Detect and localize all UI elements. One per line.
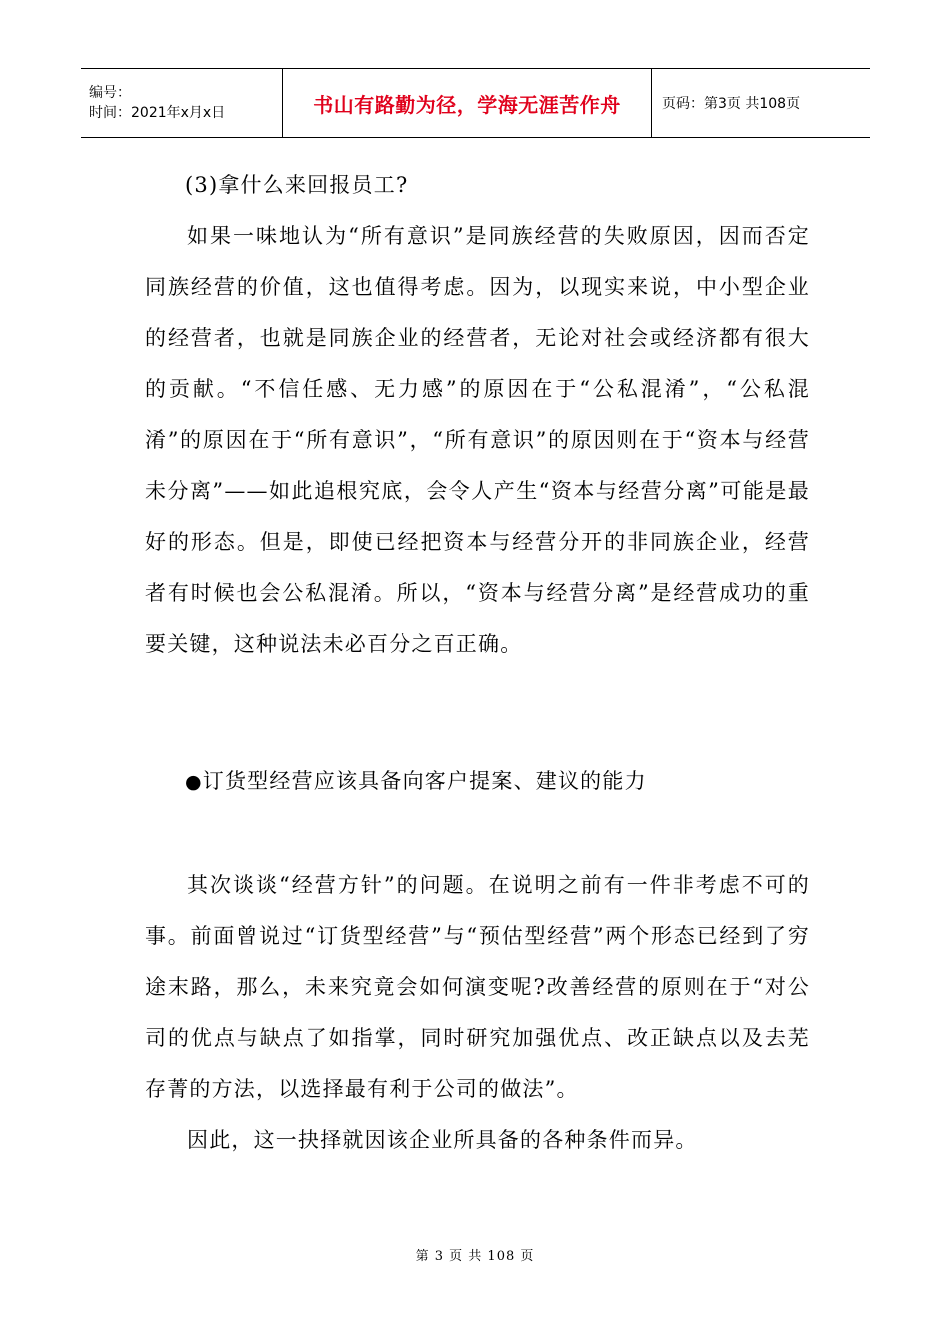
header-page-code: 页码：第3页 共108页	[662, 96, 801, 112]
document-header	[81, 68, 870, 138]
header-motto: 书山有路勤为径，学海无涯苦作舟	[313, 92, 621, 117]
bullet-heading	[145, 756, 810, 808]
bullet-icon: ●	[185, 771, 203, 793]
body-paragraph-1: 如果一味地认为“所有意识”是同族经营的失败原因，因而否定同族经营的价值，这也值得考虑。因为，以现实来说，中小型企业的经营者，也就是同族企业的经营者，无论对社会或经济都有很大的贡献。“不信任感、无力感”的原因在于“公私混淆”，“公私混淆”的原因在于“所有意识”，“所有意识”的原因则在于“资本与经营未分离”——如此追根究底，会令人产生“资本与经营分离”可能是最好的形态。但是，即使已经把资本与经营分开的非同族企业，经营者有时候也会公私混淆。所以，“资本与经营分离”是经营成功的重要关键，这种说法未必百分之百正确。	[145, 224, 810, 656]
header-meta	[81, 69, 282, 137]
header-page-code-cell	[652, 69, 870, 137]
document-number-label: 编号：	[89, 85, 131, 101]
bullet-heading-text: 订货型经营应该具备向客户提案、建议的能力	[202, 769, 647, 793]
document-time-label: 时间：2021年x月x日	[89, 105, 226, 121]
page-footer: 第 3 页 共 108 页	[415, 1249, 535, 1264]
body-paragraph-2: 其次谈谈“经营方针”的问题。在说明之前有一件非考虑不可的事。前面曾说过“订货型经营”与“预估型经营”两个形态已经到了穷途末路，那么，未来究竟会如何演变呢?改善经营的原则在于“对公司的优点与缺点了如指掌，同时研究加强优点、改正缺点以及去芜存菁的方法，以选择最有利于公司的做法”。	[145, 873, 810, 1101]
document-body	[145, 160, 810, 1166]
header-motto-cell	[282, 69, 652, 137]
section-heading: (3)拿什么来回报员工?	[185, 173, 409, 197]
body-paragraph-3: 因此，这一抉择就因该企业所具备的各种条件而异。	[187, 1128, 698, 1152]
